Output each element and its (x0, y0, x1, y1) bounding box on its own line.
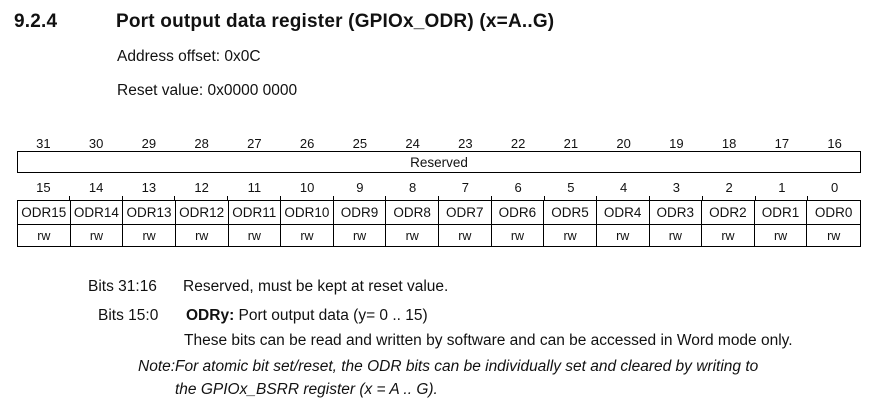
bit-number: 23 (458, 135, 473, 151)
bits-range-label-high: Bits 31:16 (88, 278, 157, 295)
access-type-cell: rw (702, 225, 755, 246)
bit-number: 2 (725, 180, 733, 195)
column-tick (650, 196, 703, 200)
reset-value: Reset value: 0x0000 0000 (117, 82, 298, 99)
column-tick (756, 196, 809, 200)
bit-number: 25 (352, 135, 368, 151)
access-type-cell: rw (176, 225, 229, 246)
bits-range-label-low: Bits 15:0 (98, 307, 159, 324)
access-type-cell: rw (597, 225, 650, 246)
bit-number: 22 (510, 135, 526, 151)
access-type-cell: rw (386, 225, 439, 246)
access-type-cell: rw (123, 225, 176, 246)
column-tick (386, 196, 439, 200)
field-name-cell: ODR15 (18, 201, 71, 224)
column-tick (703, 196, 756, 200)
field-name-label: ODRy: (186, 307, 235, 324)
bit-number: 20 (616, 135, 631, 151)
bit-number: 26 (299, 135, 315, 151)
field-name-cell: ODR0 (814, 205, 853, 220)
field-name-cell: ODR14 (71, 201, 124, 224)
bit-number: 24 (405, 135, 420, 151)
column-tick (17, 196, 70, 200)
field-name-cell: ODR1 (755, 201, 808, 224)
access-type-row (18, 225, 860, 246)
bit-number: 21 (563, 135, 579, 151)
bit-number: 8 (409, 180, 417, 195)
field-summary: Port output data (y= 0 .. 15) (238, 307, 428, 324)
field-name-cell: ODR2 (702, 201, 755, 224)
field-name-cell: ODR7 (439, 201, 492, 224)
access-type-cell: rw (650, 225, 703, 246)
bit-number: 6 (514, 180, 522, 195)
column-tick (808, 196, 861, 200)
page-title: Port output data register (GPIOx_ODR) (x=A..G) (116, 11, 555, 32)
field-name-cell: ODR5 (544, 201, 597, 224)
access-type-cell: rw (18, 225, 71, 246)
column-tick (545, 196, 598, 200)
field-name-cell: ODR6 (492, 201, 545, 224)
note-line-2: the GPIOx_BSRR register (x = A .. G). (175, 381, 438, 398)
bit-number: 15 (36, 180, 51, 195)
section-number: 9.2.4 (14, 11, 58, 32)
field-name-cell: ODR4 (597, 201, 650, 224)
bit-number: 19 (669, 135, 684, 151)
column-tick (334, 196, 387, 200)
access-type-cell: rw (827, 228, 841, 243)
column-tick (123, 196, 176, 200)
note-label: Note: (138, 358, 176, 375)
bit-number: 27 (247, 135, 262, 151)
field-name-cell: ODR3 (650, 201, 703, 224)
bit-number: 13 (141, 180, 157, 195)
column-tick (439, 196, 492, 200)
access-type-cell: rw (281, 225, 334, 246)
bit-number: 29 (141, 135, 157, 151)
bit-numbers-low-row (17, 179, 861, 196)
access-type-cell: rw (334, 225, 387, 246)
bit-number: 28 (194, 135, 209, 151)
access-type-cell: rw (492, 225, 545, 246)
access-type-cell: rw (439, 225, 492, 246)
register-bit-table (17, 135, 861, 247)
address-offset: Address offset: 0x0C (117, 48, 261, 65)
bits-low-description (186, 306, 428, 325)
field-name-cell: ODR13 (123, 201, 176, 224)
column-tick (492, 196, 545, 200)
bit-number: 12 (194, 180, 209, 195)
access-type-cell: rw (755, 225, 808, 246)
bit-number: 9 (356, 180, 364, 195)
field-name-row (18, 201, 860, 225)
column-tick-row (17, 196, 861, 200)
bit-number: 0 (831, 180, 839, 195)
column-tick (228, 196, 281, 200)
bit-numbers-high-row (17, 135, 861, 151)
bit-number: 3 (672, 180, 680, 195)
bit-number: 1 (778, 180, 786, 195)
bit-number: 14 (88, 180, 104, 195)
access-type-cell: rw (229, 225, 282, 246)
field-name-cell: ODR9 (334, 201, 387, 224)
bit-number: 5 (567, 180, 575, 195)
bit-number: 30 (88, 135, 104, 151)
field-name-cell: ODR10 (281, 201, 334, 224)
column-tick (175, 196, 228, 200)
note-line-1: For atomic bit set/reset, the ODR bits can be individually set and cleared by writing to (175, 358, 759, 375)
field-box (17, 200, 861, 247)
bit-number: 11 (247, 180, 262, 195)
access-type-cell: rw (71, 225, 124, 246)
field-name-cell: ODR11 (229, 201, 282, 224)
bit-number: 17 (774, 135, 790, 151)
reserved-field: Reserved (17, 151, 861, 173)
field-detail-text: These bits can be read and written by software and can be accessed in Word mode only. (184, 332, 793, 349)
column-tick (70, 196, 123, 200)
bit-number: 18 (721, 135, 737, 151)
bit-number: 16 (827, 135, 842, 151)
bit-number: 7 (461, 180, 469, 195)
bit-number: 4 (620, 180, 628, 195)
field-name-cell: ODR12 (176, 201, 229, 224)
bits-high-description: Reserved, must be kept at reset value. (183, 278, 449, 295)
access-type-cell: rw (544, 225, 597, 246)
field-name-cell: ODR8 (386, 201, 439, 224)
column-tick (281, 196, 334, 200)
column-tick (597, 196, 650, 200)
bit-number: 10 (299, 180, 315, 195)
bit-number: 31 (36, 135, 51, 151)
